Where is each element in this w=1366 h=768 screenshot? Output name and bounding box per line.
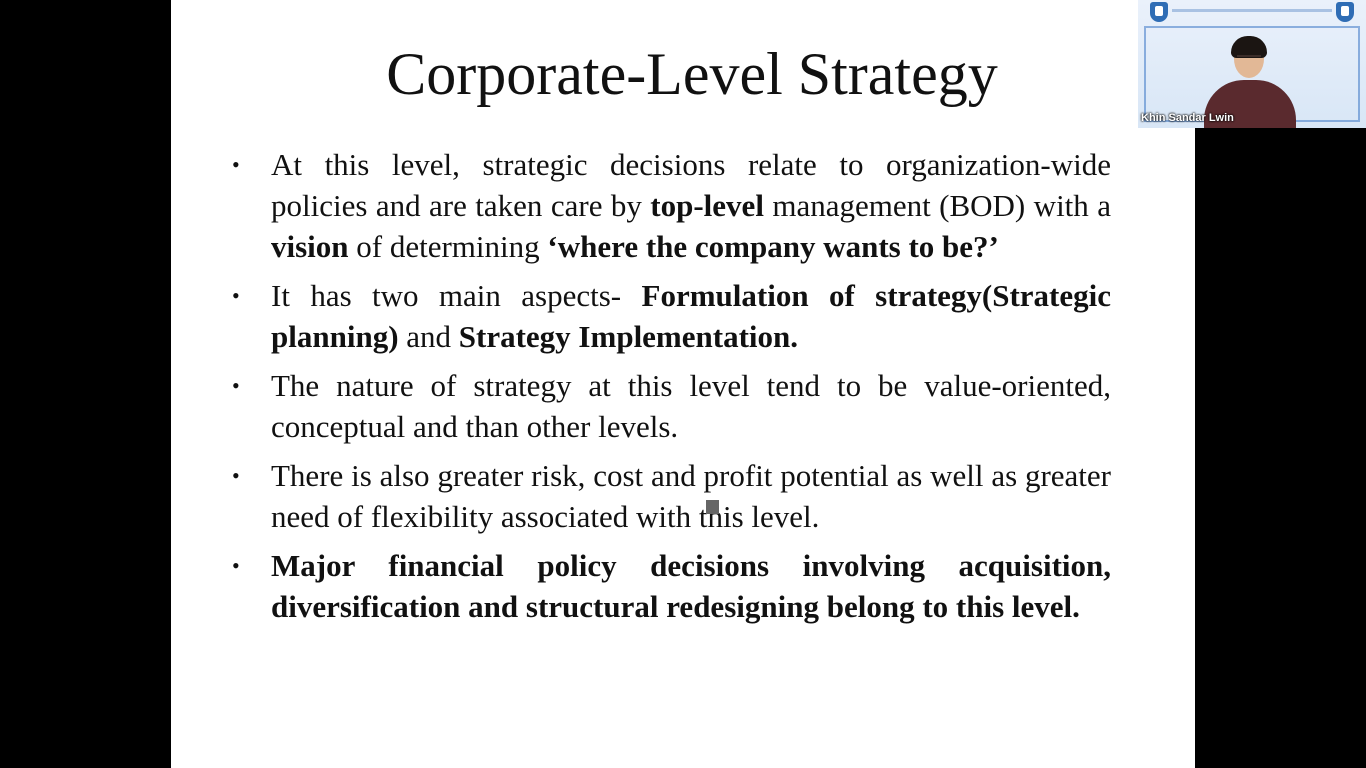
- bullet-text: Major financial policy decisions involving acquisition, diversification and structural redesigning belong to this level.: [271, 548, 1111, 624]
- bullet-text: [271, 144, 1111, 267]
- bullet-item-1: [232, 144, 1111, 267]
- shared-slide: [171, 0, 1195, 768]
- bullet-segment-bold: Formulation of strategy(Strategic planning): [271, 278, 1112, 354]
- bullet-text: The nature of strategy at this level tend to be value-oriented, conceptual and than other levels.: [271, 368, 1111, 444]
- bullet-dot: •: [232, 152, 240, 177]
- bullet-text: There is also greater risk, cost and profit potential as well as greater need of flexibility associated with this level.: [271, 458, 1111, 534]
- bullet-segment: At this level, strategic decisions relate to organization-wide policies and are taken care by: [271, 147, 1111, 223]
- participant-name: Khin Sandar Lwin: [1141, 112, 1234, 124]
- bullet-segment: It has two main aspects-: [271, 278, 642, 313]
- bullet-text: [271, 275, 1111, 357]
- banner-divider: [1172, 9, 1332, 12]
- slide-title: Corporate-Level Strategy: [386, 41, 998, 107]
- bullet-item-4: [232, 455, 1111, 537]
- bullet-dot: •: [232, 283, 240, 308]
- glasses-icon: [1237, 55, 1261, 63]
- bullet-segment: of determining: [348, 229, 548, 264]
- bullet-item-3: [232, 365, 1111, 447]
- participant-video-tile[interactable]: [1138, 0, 1366, 128]
- bullet-dot: •: [232, 553, 240, 578]
- bullet-item-2: [232, 275, 1112, 357]
- bullet-segment: management (BOD) with a: [763, 188, 1111, 223]
- bullet-item-5: [232, 545, 1111, 627]
- bullet-segment-bold: Strategy Implementation.: [458, 319, 799, 354]
- bullet-dot: •: [232, 373, 240, 398]
- bullet-segment: and: [398, 319, 459, 354]
- bullet-segment-bold: top-level: [650, 188, 764, 223]
- bullet-segment-bold: vision: [271, 229, 349, 264]
- logo-icon: [1336, 2, 1354, 22]
- bullet-dot: •: [232, 463, 240, 488]
- bullet-segment-bold: ‘where the company wants to be?’: [547, 229, 999, 264]
- bullet-list: [232, 144, 1112, 635]
- logo-icon: [1150, 2, 1168, 22]
